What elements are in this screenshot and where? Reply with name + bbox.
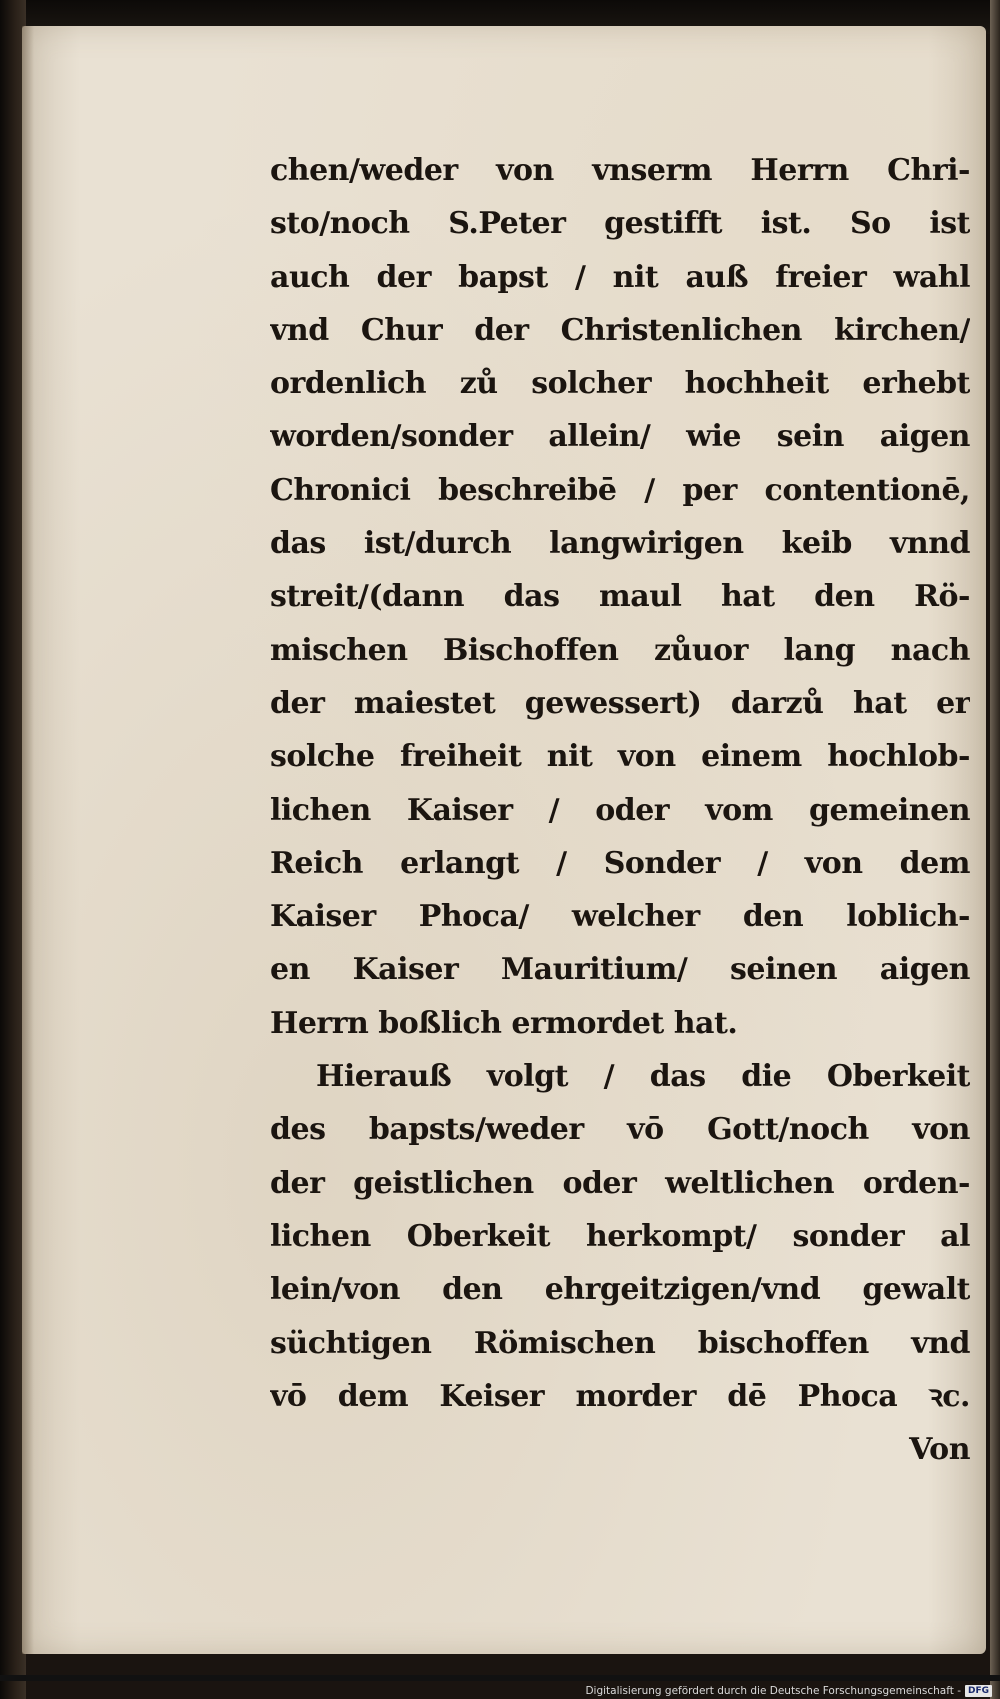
text-line: vnd Chur der Christenlichen kirchen/ bbox=[270, 312, 970, 348]
text-line: chen/weder von vnserm Herrn Chri- bbox=[270, 153, 970, 188]
text-line: ordenlich zů solcher hochheit erhebt bbox=[270, 366, 970, 402]
text-line: lichen Kaiser / oder vom gemeinen bbox=[270, 792, 970, 828]
text-line: vō dem Keiser morder dē Phoca ꝛc. bbox=[270, 1378, 970, 1414]
text-line: süchtigen Römischen bischoffen vnd bbox=[270, 1325, 970, 1361]
text-line: sto/noch S.Peter gestifft ist. So ist bbox=[270, 206, 970, 242]
text-line: mischen Bischoffen zůuor lang nach bbox=[270, 632, 970, 668]
text-line: Chronici beschreibē / per contentionē, bbox=[270, 472, 970, 508]
text-line: lein/von den ehrgeitzigen/vnd gewalt bbox=[270, 1272, 970, 1308]
text-line: der geistlichen oder weltlichen orden- bbox=[270, 1165, 970, 1201]
paragraph-start-line: Hierauß volgt / das die Oberkeit bbox=[316, 1059, 970, 1095]
page-text-block bbox=[270, 144, 970, 1476]
text-line: lichen Oberkeit herkompt/ sonder al bbox=[270, 1218, 970, 1254]
scan-bottom-bar bbox=[0, 1675, 1000, 1681]
catchword: Von bbox=[909, 1432, 970, 1468]
paragraph-end-line: Herrn boßlich ermordet hat. bbox=[270, 1005, 738, 1041]
text-line: das ist/durch langwirigen keib vnnd bbox=[270, 526, 970, 562]
text-line: der maiestet gewessert) darzů hat er bbox=[270, 685, 970, 721]
text-line: streit/(dann das maul hat den Rö- bbox=[270, 579, 970, 615]
text-line: Reich erlangt / Sonder / von dem bbox=[270, 845, 970, 881]
text-line: des bapsts/weder vō Gott/noch von bbox=[270, 1112, 970, 1148]
text-line: worden/sonder allein/ wie sein aigen bbox=[270, 419, 970, 455]
dfg-logo: DFG bbox=[965, 1685, 992, 1697]
text-line: solche freiheit nit von einem hochlob- bbox=[270, 739, 970, 775]
text-line: auch der bapst / nit auß freier wahl bbox=[270, 259, 970, 295]
text-line: Kaiser Phoca/ welcher den loblich- bbox=[270, 899, 970, 935]
text-line: en Kaiser Mauritium/ seinen aigen bbox=[270, 952, 970, 988]
page-gutter-shadow bbox=[22, 26, 34, 1654]
book-page bbox=[22, 26, 986, 1654]
credit-text: Digitalisierung gefördert durch die Deutsche Forschungsgemeinschaft - bbox=[585, 1685, 961, 1697]
digitization-credit bbox=[585, 1685, 992, 1697]
book-fore-edge bbox=[990, 0, 1000, 1699]
